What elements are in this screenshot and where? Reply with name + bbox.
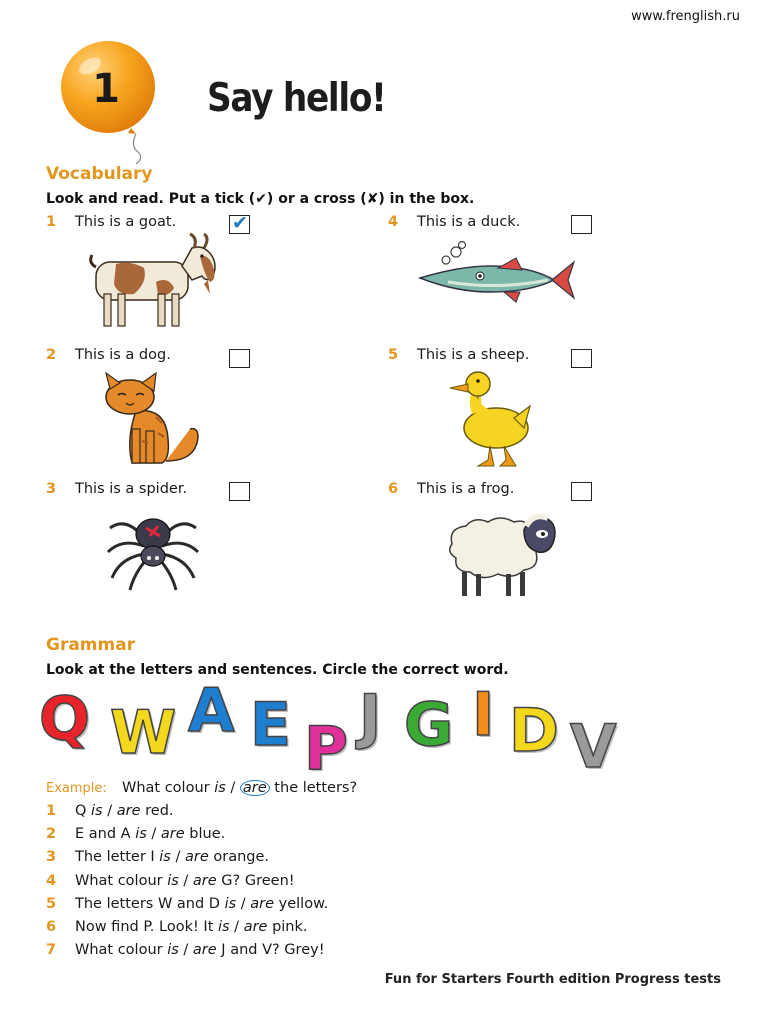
- item-sentence: This is a spider.: [75, 481, 188, 497]
- option-is[interactable]: is: [224, 895, 237, 912]
- answer-box-1[interactable]: [229, 212, 250, 234]
- option-is[interactable]: is: [135, 826, 147, 843]
- unit-title: Say hello!: [207, 76, 386, 121]
- grammar-item-6: [46, 919, 308, 935]
- grammar-item-4: [46, 873, 295, 889]
- letter-q: Q: [39, 684, 91, 754]
- option-separator: /: [178, 942, 193, 959]
- sentence-start: Q: [75, 803, 92, 819]
- option-is[interactable]: is: [217, 919, 230, 935]
- item-number: 5: [46, 895, 57, 912]
- letter-i: I: [472, 680, 495, 750]
- option-separator: /: [170, 849, 185, 866]
- option-is[interactable]: is: [167, 942, 179, 959]
- option-separator: /: [102, 803, 117, 819]
- sentence-end: J and V? Grey!: [216, 942, 325, 959]
- sentence-end: pink.: [267, 919, 308, 935]
- site-url[interactable]: www.frenglish.ru: [631, 9, 740, 24]
- item-number: 6: [46, 919, 57, 935]
- item-number: 4: [388, 214, 399, 230]
- grammar-example: [46, 780, 357, 796]
- option-are[interactable]: are: [160, 826, 185, 843]
- example-label: Example:: [46, 781, 107, 796]
- item-sentence: This is a duck.: [417, 214, 521, 230]
- option-are[interactable]: are: [243, 919, 268, 935]
- item-number: 1: [46, 214, 57, 230]
- fish-picture: [418, 240, 578, 315]
- letter-g: G: [404, 690, 454, 760]
- sentence-end: red.: [140, 803, 174, 819]
- example-text: What colour: [122, 780, 215, 796]
- item-number: 3: [46, 481, 57, 497]
- answer-box-6[interactable]: [571, 482, 592, 501]
- grammar-instruction: Look at the letters and sentences. Circle the correct word.: [46, 662, 509, 678]
- sentence-start: The letter I: [75, 849, 160, 866]
- option-are[interactable]: are: [192, 872, 217, 889]
- option-are[interactable]: are: [184, 849, 209, 866]
- example-text: the letters?: [269, 780, 358, 796]
- tick-icon: ✔: [232, 212, 248, 234]
- grammar-item-7: [46, 942, 325, 958]
- letter-d: D: [509, 696, 559, 766]
- grammar-item-2: [46, 826, 225, 842]
- item-sentence: This is a frog.: [417, 481, 515, 497]
- answer-box-3[interactable]: [229, 482, 250, 501]
- vocabulary-title: Vocabulary: [46, 164, 153, 184]
- sentence-start: E and A: [75, 826, 136, 843]
- option-are[interactable]: are: [116, 803, 141, 819]
- option-is[interactable]: is: [167, 872, 179, 889]
- item-number: 2: [46, 826, 57, 843]
- item-number: 4: [46, 872, 57, 889]
- option-are[interactable]: are: [250, 895, 275, 912]
- vocabulary-instruction: Look and read. Put a tick (✔) or a cross (✘) in the box.: [46, 191, 475, 207]
- item-sentence: This is a dog.: [75, 347, 171, 363]
- option-is[interactable]: is: [214, 780, 226, 796]
- letter-j: J: [359, 682, 382, 752]
- answer-box-2[interactable]: [229, 349, 250, 368]
- sentence-start: Now find P. Look! It: [75, 919, 218, 935]
- item-number: 3: [46, 849, 57, 866]
- sentence-end: orange.: [208, 849, 270, 866]
- option-separator: /: [229, 919, 244, 935]
- option-are-circled[interactable]: are: [240, 780, 270, 796]
- item-sentence: This is a sheep.: [417, 347, 530, 363]
- option-separator: /: [225, 780, 240, 796]
- option-are[interactable]: are: [192, 942, 217, 959]
- grammar-item-1: [46, 803, 174, 819]
- option-is[interactable]: is: [159, 849, 171, 866]
- coloured-letters: [34, 676, 634, 786]
- sheep-picture: [444, 510, 560, 600]
- sentence-start: What colour: [75, 942, 168, 959]
- item-number: 7: [46, 942, 57, 959]
- answer-box-5[interactable]: [571, 349, 592, 368]
- letter-e: E: [250, 690, 291, 760]
- cat-picture: [96, 371, 206, 469]
- unit-number: 1: [92, 66, 120, 112]
- answer-box-4[interactable]: [571, 215, 592, 234]
- grammar-title: Grammar: [46, 635, 136, 655]
- item-number: 6: [388, 481, 399, 497]
- option-separator: /: [178, 872, 193, 889]
- duck-picture: [448, 370, 533, 470]
- option-separator: /: [236, 895, 251, 912]
- sentence-start: The letters W and D: [75, 895, 225, 912]
- item-number: 2: [46, 347, 57, 363]
- grammar-item-5: [46, 896, 328, 912]
- option-separator: /: [146, 826, 161, 843]
- sentence-start: What colour: [75, 872, 168, 889]
- goat-picture: [86, 232, 221, 332]
- letter-p: P: [304, 714, 348, 784]
- sentence-end: blue.: [184, 826, 226, 843]
- letter-w: W: [110, 698, 177, 768]
- item-number: 1: [46, 803, 57, 819]
- letter-a: A: [188, 676, 235, 746]
- item-number: 5: [388, 347, 399, 363]
- letter-v: V: [570, 712, 617, 782]
- grammar-item-3: [46, 849, 269, 865]
- item-sentence: This is a goat.: [75, 214, 177, 230]
- option-is[interactable]: is: [91, 803, 103, 819]
- footer-title: Fun for Starters Fourth edition Progress tests: [384, 972, 721, 987]
- sentence-end: G? Green!: [216, 872, 295, 889]
- sentence-end: yellow.: [274, 895, 329, 912]
- spider-picture: [104, 502, 202, 592]
- unit-number-balloon-icon: [58, 40, 158, 164]
